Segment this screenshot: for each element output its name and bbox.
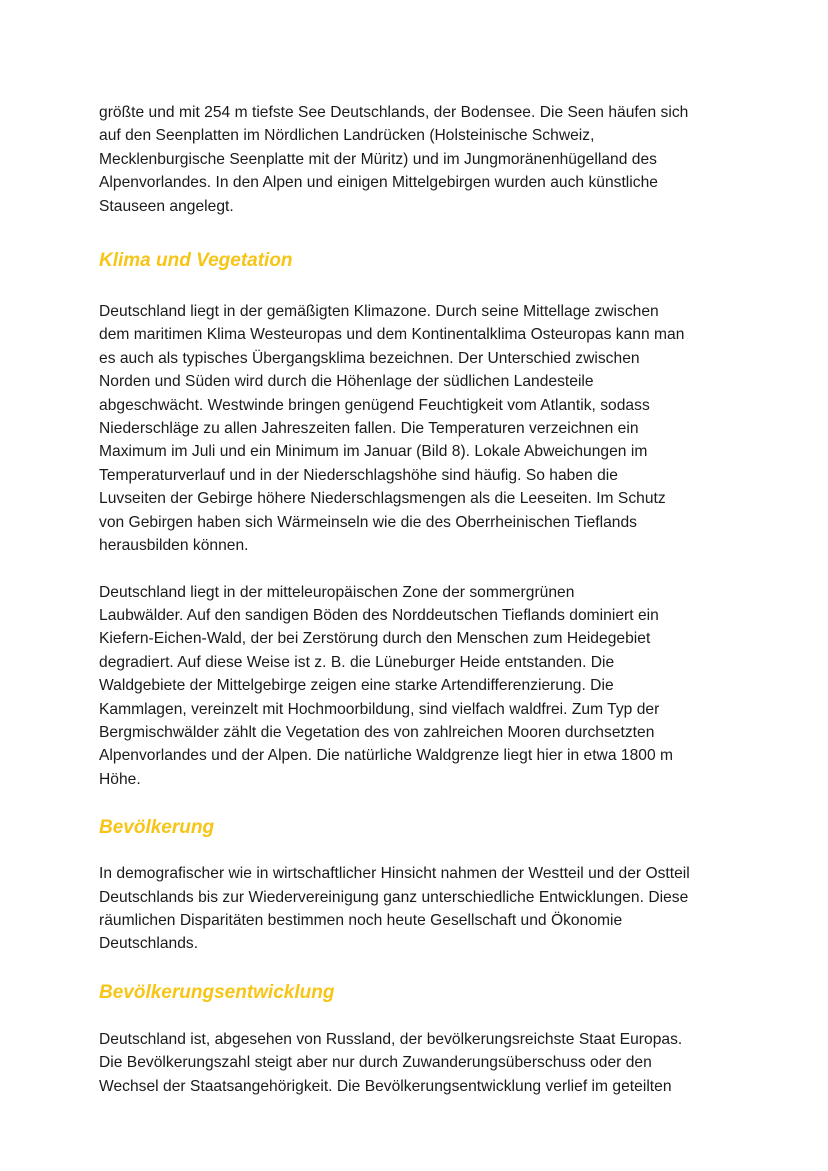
text-line: Deutschlands. [99,935,199,953]
text-line: dem maritimen Klima Westeuropas und dem Kontinentalklima Osteuropas kann man [99,326,685,344]
text-line: Mecklenburgische Seenplatte mit der Müritz) und im Jungmoränenhügelland des [99,150,657,168]
text-line: Waldgebiete der Mittelgebirge zeigen eine starke Artendifferenzierung. Die [99,677,614,695]
text-line: Die Bevölkerungszahl steigt aber nur durch Zuwanderungsüberschuss oder den [99,1054,652,1072]
text-line: Laubwälder. Auf den sandigen Böden des Norddeutschen Tieflands dominiert ein [99,606,659,624]
text-line: abgeschwächt. Westwinde bringen genügend Feuchtigkeit vom Atlantik, sodass [99,396,650,414]
page-content [99,101,739,1098]
section-heading-bevoelkerung: Bevölkerung [99,817,215,839]
text-line: Deutschland ist, abgesehen von Russland, der bevölkerungsreichste Staat Europas. [99,1030,683,1048]
text-line: Kammlagen, vereinzelt mit Hochmoorbildung, sind vielfach waldfrei. Zum Typ der [99,700,660,718]
text-line: räumlichen Disparitäten bestimmen noch heute Gesellschaft und Ökonomie [99,911,623,929]
text-line: Luvseiten der Gebirge höhere Niederschlagsmengen als die Leeseiten. Im Schutz [99,490,666,508]
text-line: herausbilden können. [99,537,249,555]
text-line: Höhe. [99,770,141,788]
text-line: Wechsel der Staatsangehörigkeit. Die Bevölkerungsentwicklung verlief im geteilten [99,1077,672,1095]
text-line: Deutschlands bis zur Wiedervereinigung ganz unterschiedliche Entwicklungen. Diese [99,888,689,906]
text-line: Niederschläge zu allen Jahreszeiten fallen. Die Temperaturen verzeichnen ein [99,420,639,438]
text-line: Norden und Süden wird durch die Höhenlage der südlichen Landesteile [99,373,594,391]
text-line: degradiert. Auf diese Weise ist z. B. die Lüneburger Heide entstanden. Die [99,653,615,671]
text-line: Alpenvorlandes und der Alpen. Die natürliche Waldgrenze liegt hier in etwa 1800 m [99,747,674,765]
klima-paragraph-1 [99,300,739,557]
intro-paragraph [99,101,739,218]
text-line: auf den Seenplatten im Nördlichen Landrücken (Holsteinische Schweiz, [99,127,595,145]
klima-paragraph-2 [99,581,739,792]
text-line: Deutschland liegt in der gemäßigten Klimazone. Durch seine Mittellage zwischen [99,303,659,321]
section-heading-klima: Klima und Vegetation [99,250,293,272]
section-heading-entwicklung: Bevölkerungsentwicklung [99,981,335,1003]
text-line: Temperaturverlauf und in der Niederschlagshöhe sind häufig. So haben die [99,466,618,484]
entwicklung-paragraph [99,1028,739,1098]
text-line: In demografischer wie in wirtschaftlicher Hinsicht nahmen der Westteil und der Ostteil [99,865,690,883]
text-line: Alpenvorlandes. In den Alpen und einigen Mittelgebirgen wurden auch künstliche [99,174,658,192]
text-line: Maximum im Juli und ein Minimum im Januar (Bild 8). Lokale Abweichungen im [99,443,648,461]
bevoelkerung-paragraph [99,862,739,956]
text-line: Bergmischwälder zählt die Vegetation des von zahlreichen Mooren durchsetzten [99,723,655,741]
text-line: größte und mit 254 m tiefste See Deutschlands, der Bodensee. Die Seen häufen sich [99,104,689,121]
text-line: es auch als typisches Übergangsklima bezeichnen. Der Unterschied zwischen [99,349,640,367]
text-line: Deutschland liegt in der mitteleuropäischen Zone der sommergrünen [99,583,575,601]
text-line: Kiefern-Eichen-Wald, der bei Zerstörung durch den Menschen zum Heidegebiet [99,630,651,648]
text-line: Stauseen angelegt. [99,197,234,215]
text-line: von Gebirgen haben sich Wärmeinseln wie die des Oberrheinischen Tieflands [99,513,638,531]
